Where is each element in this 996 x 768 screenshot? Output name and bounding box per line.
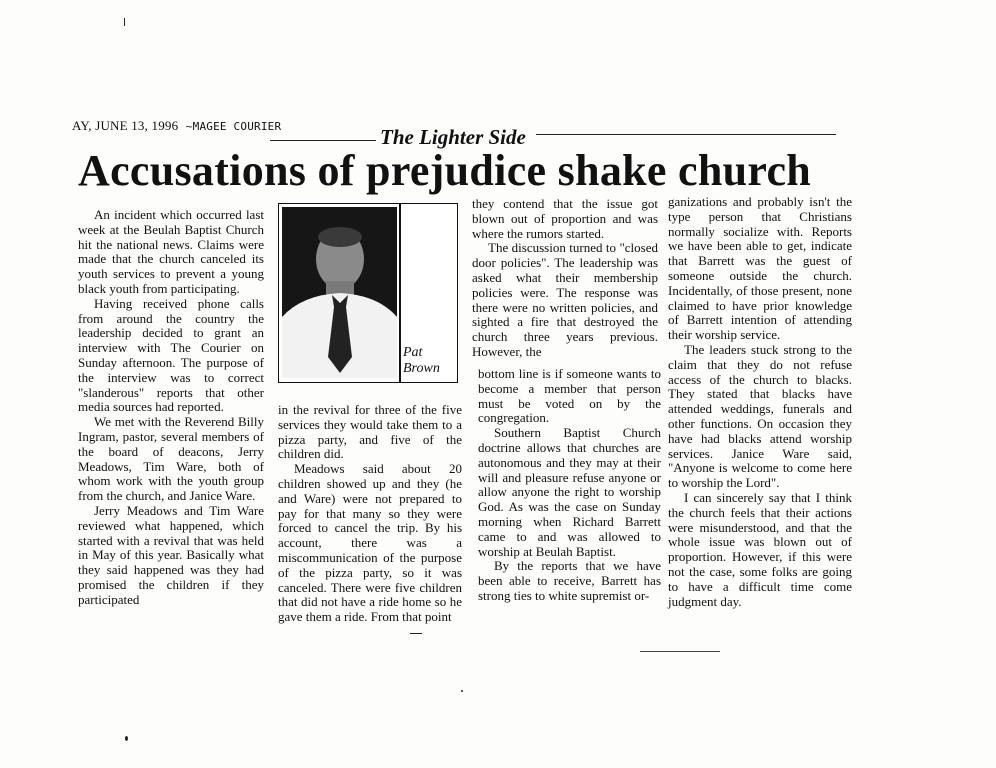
article-column-2 [278, 403, 462, 625]
section-rule-right [536, 134, 836, 135]
paragraph: We met with the Reverend Billy Ingram, pastor, several members of the board of deacons, Jerry Meadows, Tim Ware, both of whom work with the youth group from the church, and Janice Ware. [78, 414, 264, 504]
paragraph: The leaders stuck strong to the claim that they do not refuse access of the church to blacks. They stated that blacks have attended weddings, funerals and other functions. On occasion they have had blacks attend worship services. Janice Ware said, "Anyone is welcome to come here to worship the Lord". [668, 341, 852, 491]
section-rule-left [270, 140, 376, 141]
paragraph: in the revival for three of the five services they would take them to a pizza party, and five of the children did. [278, 402, 462, 462]
dateline-printed: AY, JUNE 13, 1996 [72, 118, 179, 133]
end-rule [640, 651, 720, 652]
author-portrait-image [282, 207, 397, 378]
section-title: The Lighter Side [380, 125, 526, 149]
author-photo [282, 207, 397, 378]
scan-speck [124, 18, 125, 26]
paragraph: Jerry Meadows and Tim Ware reviewed what happened, which started with a revival that was held in May of this year. Basically what they said happened was they had promised the children if they participated [78, 502, 264, 607]
scan-speck [461, 690, 463, 692]
photo-divider [399, 203, 401, 383]
paragraph: Meadows said about 20 children showed up and they (he and Ware) were not prepared to pay for that many so they were forced to cancel the trip. By his account, there was a miscommunication of the purpose of the pizza party, so it was canceled. There were five children that did not have a ride home so he gave them a ride. From that point [278, 461, 462, 625]
paragraph: An incident which occurred last week at the Beulah Baptist Church hit the national news. Claims were made that the church canceled its youth services to prevent a young black youth from participating. [78, 207, 264, 296]
paragraph: bottom line is if someone wants to become a member that person must be voted on by the congregation. [478, 366, 661, 426]
end-rule-short [410, 633, 422, 634]
photo-caption [403, 345, 440, 377]
article-column-3-bottom [478, 367, 661, 604]
article-column-3-top [472, 197, 658, 360]
paragraph: ganizations and probably isn't the type person that Christians normally socialize with. Reports we have been able to get, indicate that Barrett was the guest of someone outside the church. Incidentally, of those present, none claimed to have prior knowledge of Barrett intention of attending their worship service. [668, 194, 852, 343]
caption-first-name: Pat [403, 345, 423, 360]
paragraph: The discussion turned to "closed door policies". The leadership was asked what their membership policies were. The response was there were no written policies, and sighted a fire that destroyed the church three years previous. However, the [472, 240, 658, 359]
caption-last-name: Brown [403, 361, 440, 376]
paragraph: Southern Baptist Church doctrine allows that churches are autonomous and they may at their will and pleasure refuse anyone or allow anyone the right to worship God. As was the case on Sunday morning when Richard Barrett came to and was allowed to worship at Beulah Baptist. [478, 425, 661, 559]
paragraph: By the reports that we have been able to receive, Barrett has strong ties to white supremist or- [478, 558, 661, 603]
dateline [72, 118, 281, 134]
scan-speck [125, 736, 128, 741]
paragraph: Having received phone calls from around the country the leadership decided to grant an interview with The Courier on Sunday afternoon. The purpose of the interview was to correct "slanderous" reports that other media sources had reported. [78, 295, 264, 415]
article-column-4 [668, 195, 852, 609]
paragraph: they contend that the issue got blown out of proportion and was where the rumors started. [472, 196, 658, 241]
article-column-1 [78, 208, 264, 608]
dateline-handwritten: ~MAGEE COURIER [185, 120, 282, 133]
headline: Accusations of prejudice shake church [78, 146, 812, 195]
paragraph: I can sincerely say that I think the church feels that their actions were misunderstood, and that the whole issue was blown out of proportion. However, if this were not the case, some folks are going to have a difficult time come judgment day. [668, 489, 852, 609]
